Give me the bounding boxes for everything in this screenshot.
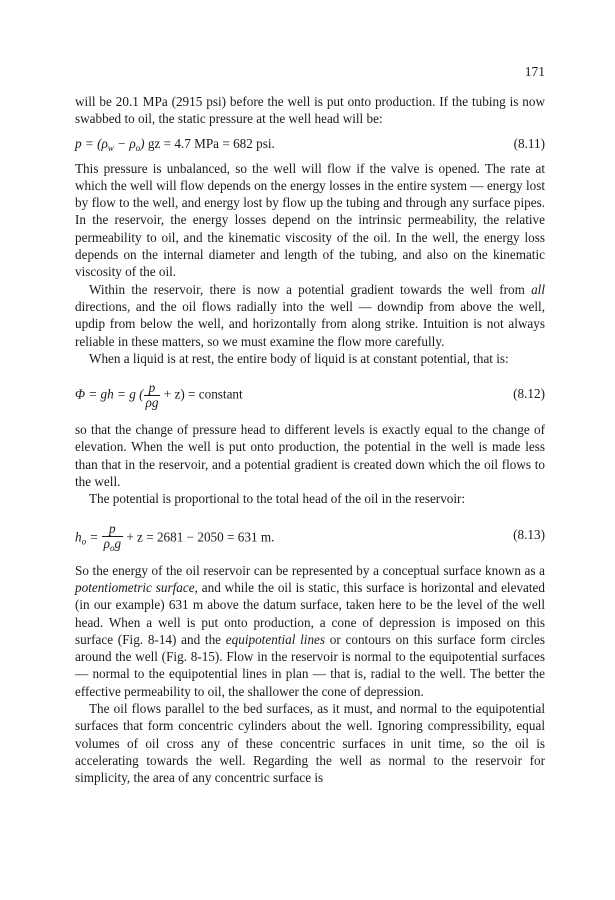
equation-8-11-number: (8.11) [513,135,545,151]
equation-8-13-number: (8.13) [513,526,545,542]
equation-8-11-expression: $p = (\rho_w - \rho_o)$ gz = 4.7 MPa = 682 psi. [75,135,275,153]
equation-8-11 [75,133,545,155]
paragraph-5: so that the change of pressure head to different levels is exactly equal to the change of elevation. When the well is put onto production, the potential in the well is made less than that in the reservoir, and a potential gradient is created down which the oil flows to the well. [75,422,545,490]
equation-8-12-number: (8.12) [513,386,545,402]
paragraph-3: Within the reservoir, there is now a potential gradient towards the well from all directions, and the oil flows radially into the well — downdip from above the well, updip from below the well, and horizontally from along strike. Intuition is not always reliable in these matters, so we must examine the flow more carefully. [75,281,545,349]
paragraph-1: will be 20.1 MPa (2915 psi) before the well is put onto production. If the tubing is now swabbed to oil, the static pressure at the well head will be: [75,94,545,127]
paragraph-6: The potential is proportional to the total head of the oil in the reservoir: [89,491,466,507]
equation-8-12-expression: Φ = gh = g ( $\frac{p}{\rho g}$ + z) = constant [75,380,243,411]
equation-8-13-expression: $h_o$ = $\frac{p}{\rho_og}$ + z = 2681 − 2050 = 631 m. [75,520,275,553]
page-number: 171 [524,64,545,79]
equation-8-13 [75,514,545,556]
body-text [75,93,545,787]
equation-8-12 [75,373,545,415]
paragraph-7: So the energy of the oil reservoir can be represented by a conceptual surface known as a potentiometric surface, and while the oil is static, this surface is horizontal and elevated (in our example) 631 m above the datum surface, taken here to be the level of the well head. When a well is put onto production, a cone of depression is imposed on this surface (Fig. 8-14) and the equipotential lines or contours on this surface form circles around the well (Fig. 8-15). Flow in the reservoir is normal to the equipotential surfaces — normal to the equipotential lines in plan — that is, radial to the well. The better the effective permeability to oil, the shallower the cone of depression. [75,562,545,699]
paragraph-4: When a liquid is at rest, the entire body of liquid is at constant potential, that is: [89,350,509,366]
paragraph-2: This pressure is unbalanced, so the well will flow if the valve is opened. The rate at which the well will flow depends on the energy losses in the entire system — energy lost by flow to the well, and energy lost by flow up the tubing and through any surface pipes. In the reservoir, the energy losses depend on the intrinsic permeability, the relative permeability to oil, and the kinematic viscosity of the oil. In the well, the energy loss depends on the internal diameter and length of the tubing, and also on the kinematic viscosity of the oil. [75,160,545,280]
paragraph-8: The oil flows parallel to the bed surfaces, as it must, and normal to the equipotential surfaces that form concentric cylinders about the well. Ignoring compressibility, equal volumes of oil cross any of these concentric surfaces in unit time, so the oil is accelerating towards the well. Regarding the well as normal to the reservoir for simplicity, the area of any concentric surface is [75,701,545,786]
